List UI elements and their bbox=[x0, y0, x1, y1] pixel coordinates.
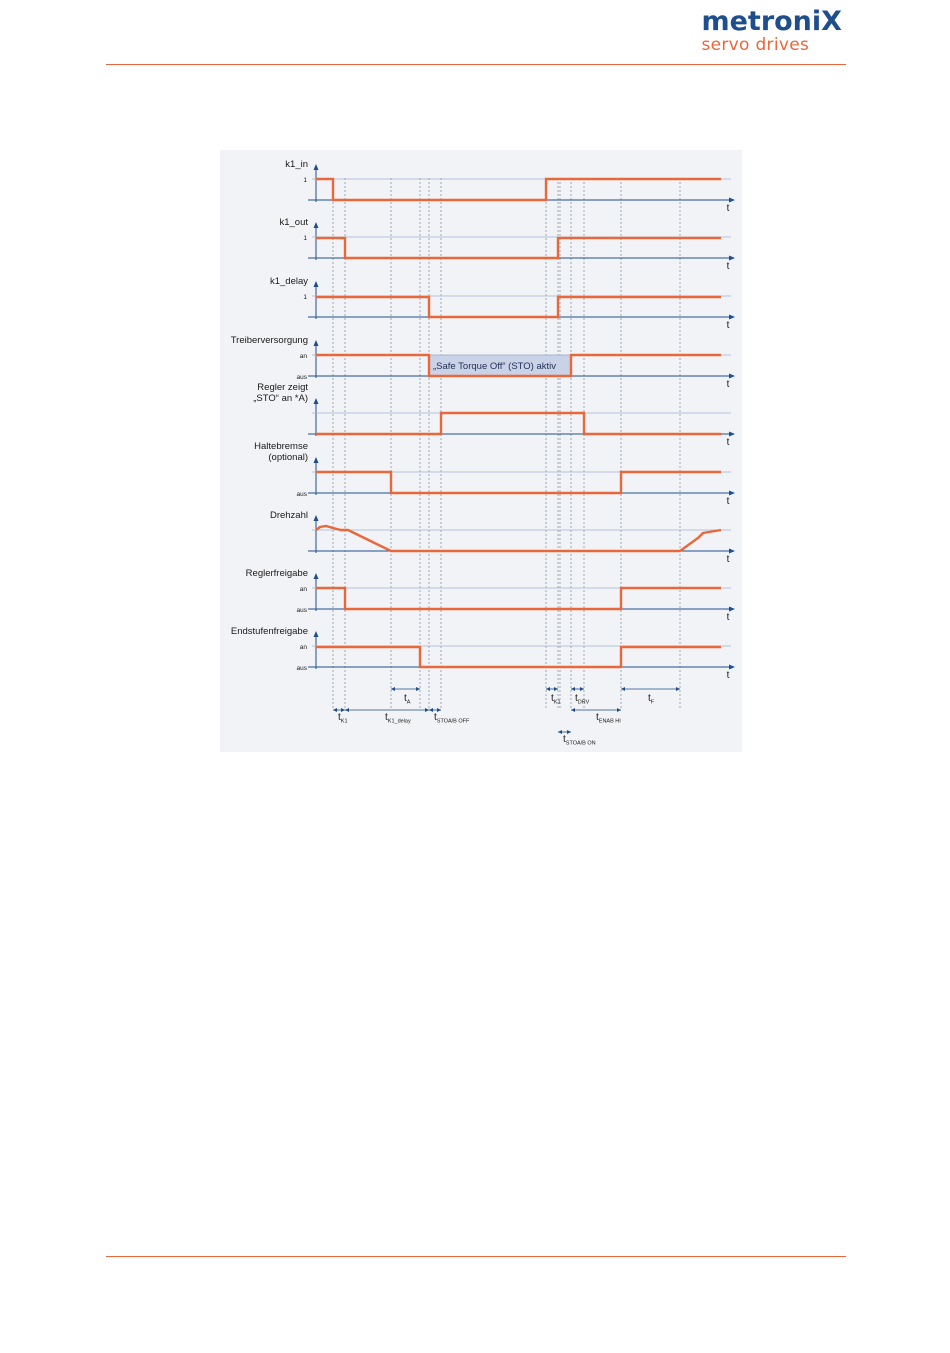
timing-label: $t_{K1}$ bbox=[338, 712, 348, 725]
sto-active-label: „Safe Torque Off“ (STO) aktiv bbox=[433, 361, 557, 372]
low-level-label: aus bbox=[296, 491, 307, 498]
timing-label: $t_{K1\_delay}$ bbox=[385, 712, 411, 725]
low-level-label: aus bbox=[296, 374, 307, 381]
timing-label: $t_{DRV}$ bbox=[575, 693, 590, 706]
header-divider bbox=[106, 64, 846, 65]
time-axis-label: t bbox=[726, 261, 730, 272]
signal-label: k1_out bbox=[279, 217, 308, 228]
signal-label: Endstufenfreigabe bbox=[230, 626, 308, 637]
time-axis-label: t bbox=[726, 612, 730, 623]
time-axis-label: t bbox=[726, 496, 730, 507]
high-level-label: 1 bbox=[303, 235, 307, 242]
time-axis-label: t bbox=[726, 670, 730, 681]
high-level-label: an bbox=[299, 644, 307, 651]
timing-label: $t_F$ bbox=[648, 693, 655, 706]
logo-brand-x: X bbox=[821, 6, 842, 37]
signal-label: k1_delay bbox=[269, 276, 308, 287]
logo-tagline: servo drives bbox=[701, 35, 810, 55]
company-logo bbox=[701, 6, 842, 54]
signal-label: k1_in bbox=[285, 159, 308, 170]
high-level-label: an bbox=[299, 353, 307, 360]
signal-label: Haltebremse bbox=[254, 441, 308, 452]
time-axis-label: t bbox=[726, 379, 730, 390]
high-level-label: 1 bbox=[303, 294, 307, 301]
timing-label: $t_A$ bbox=[404, 693, 411, 706]
logo-brand-name: metroni bbox=[701, 6, 822, 37]
timing-label: $t_{ENAB HI}$ bbox=[596, 712, 621, 725]
signal-label: Regler zeigt bbox=[257, 382, 308, 393]
timing-diagram-svg bbox=[220, 150, 742, 752]
high-level-label: an bbox=[299, 586, 307, 593]
footer-divider bbox=[106, 1256, 846, 1257]
high-level-label: 1 bbox=[303, 177, 307, 184]
timing-label: $t_{K1}$ bbox=[551, 693, 561, 706]
low-level-label: aus bbox=[296, 665, 307, 672]
timing-diagram bbox=[220, 150, 742, 752]
time-axis-label: t bbox=[726, 320, 730, 331]
signal-label: Drehzahl bbox=[269, 510, 308, 521]
signal-label: (optional) bbox=[268, 452, 308, 463]
time-axis-label: t bbox=[726, 437, 730, 448]
timing-label: $t_{STOA/B OFF}$ bbox=[434, 712, 470, 725]
low-level-label: aus bbox=[296, 607, 307, 614]
timing-label: $t_{STOA/B ON}$ bbox=[563, 734, 596, 747]
signal-label: „STO“ an *A) bbox=[253, 393, 308, 404]
time-axis-label: t bbox=[726, 203, 730, 214]
signal-label: Reglerfreigabe bbox=[245, 568, 308, 579]
time-axis-label: t bbox=[726, 554, 730, 565]
signal-label: Treiberversorgung bbox=[230, 335, 308, 346]
